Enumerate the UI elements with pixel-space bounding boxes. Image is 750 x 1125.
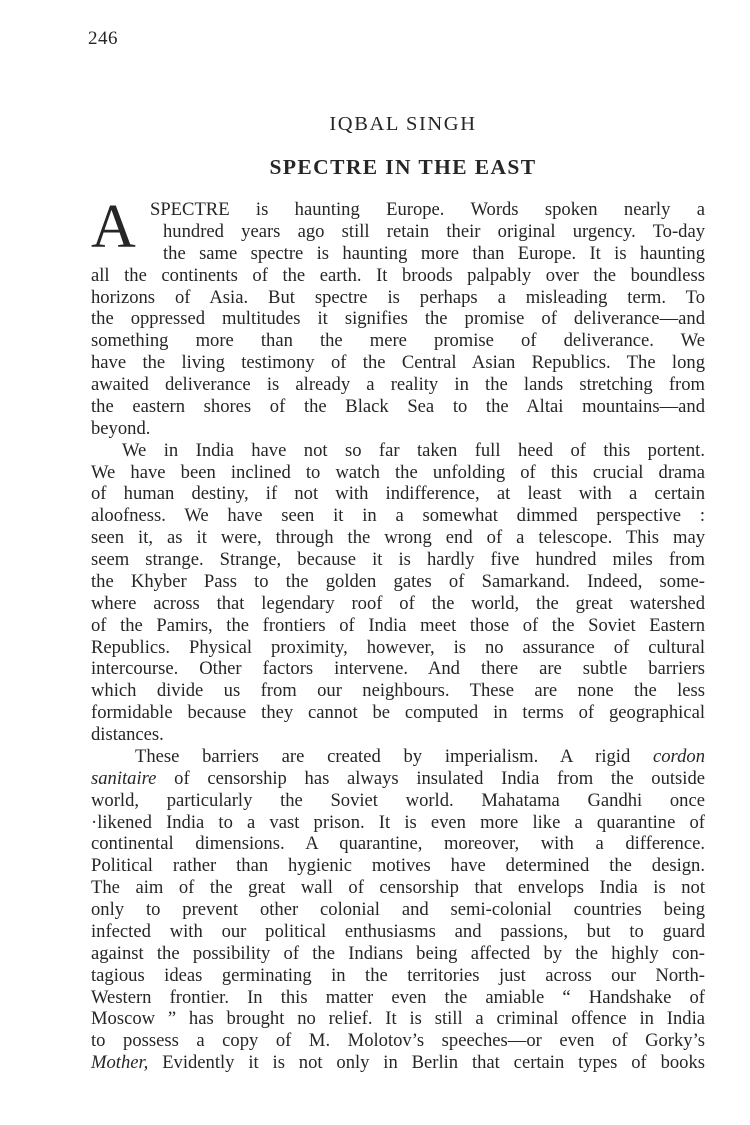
text-line: all the continents of the earth. It broods palpably over the boundless — [91, 264, 705, 286]
text-line: SPECTRE is haunting Europe. Words spoken nearly a — [150, 199, 705, 220]
text-line: awaited deliverance is already a reality in the lands stretching from — [91, 374, 705, 395]
text-line: hundred years ago still retain their original urgency. To-day — [163, 220, 705, 242]
text-line: of the Pamirs, the frontiers of India meet those of the Soviet Eastern — [91, 614, 705, 636]
text-line — [91, 1052, 705, 1074]
italic-title: Mother, — [91, 1052, 149, 1074]
text-line: The aim of the great wall of censorship that envelops India is not — [91, 877, 705, 899]
text-line: We in India have not so far taken full heed of this portent. — [122, 439, 705, 461]
text-line: the Khyber Pass to the golden gates of Samarkand. Indeed, some- — [91, 570, 705, 592]
text-line: the eastern shores of the Black Sea to the Altai mountains—and — [91, 395, 705, 417]
page-number: 246 — [88, 28, 118, 49]
text-line: seem strange. Strange, because it is hardly five hundred miles from — [91, 549, 705, 570]
article-title: SPECTRE IN THE EAST — [269, 155, 537, 179]
text-line: the oppressed multitudes it signifies the promise of deliverance—and — [91, 308, 705, 330]
text-line: Western frontier. In this matter even the amiable “ Handshake of — [91, 986, 705, 1008]
text-line: where across that legendary roof of the world, the great watershed — [91, 592, 705, 614]
text-line: Moscow ” has brought no relief. It is still a criminal offence in India — [91, 1008, 705, 1030]
text-line: distances. — [91, 724, 164, 745]
text-line: Republics. Physical proximity, however, is no assurance of cultural — [91, 636, 705, 658]
text-line: beyond. — [91, 417, 151, 439]
italic-term: cordon — [653, 745, 705, 767]
author-name: IQBAL SINGH — [329, 113, 477, 135]
text-line: of human destiny, if not with indifference, at least with a certain — [91, 483, 705, 505]
text-line: continental dimensions. A quarantine, moreover, with a difference. — [91, 833, 705, 855]
text-line — [91, 768, 705, 790]
text-line: which divide us from our neighbours. These are none the less — [91, 680, 705, 702]
text-line: infected with our political enthusiasms and passions, but to guard — [91, 920, 705, 942]
text-line: only to prevent other colonial and semi-colonial countries being — [91, 899, 705, 920]
text-line: Political rather than hygienic motives have determined the design. — [91, 855, 705, 877]
text-line: formidable because they cannot be computed in terms of geographical — [91, 702, 705, 724]
article-body — [91, 193, 705, 1074]
text-line: world, particularly the Soviet world. Mahatama Gandhi once — [91, 789, 705, 811]
text-line: aloofness. We have seen it in a somewhat dimmed perspective : — [91, 505, 705, 527]
text-line — [91, 746, 705, 768]
text-line: tagious ideas germinating in the territories just across our North- — [91, 964, 705, 986]
text-line: something more than the mere promise of deliverance. We — [91, 330, 705, 352]
text-segment: of censorship has always insulated India from the outside — [174, 767, 705, 789]
text-line: have the living testimony of the Central Asian Republics. The long — [91, 352, 705, 374]
text-line: intercourse. Other factors intervene. And there are subtle barriers — [91, 658, 705, 680]
text-segment: Evidently it is not only in Berlin that certain types of books — [162, 1052, 705, 1074]
text-segment: These barriers are created by imperialism. A rigid — [135, 745, 631, 767]
text-line: to possess a copy of M. Molotov’s speeches—or even of Gorky’s — [91, 1030, 705, 1052]
text-line: We have been inclined to watch the unfolding of this crucial drama — [91, 461, 705, 483]
text-line: against the possibility of the Indians being affected by the highly con- — [91, 942, 705, 964]
text-line: seen it, as it were, through the wrong end of a telescope. This may — [91, 527, 705, 549]
text-line: horizons of Asia. But spectre is perhaps a misleading term. To — [91, 286, 705, 308]
drop-cap: A — [91, 193, 136, 261]
italic-term: sanitaire — [91, 767, 157, 789]
text-line: the same spectre is haunting more than Europe. It is haunting — [163, 242, 705, 264]
text-line: ·likened India to a vast prison. It is even more like a quarantine of — [91, 811, 705, 833]
